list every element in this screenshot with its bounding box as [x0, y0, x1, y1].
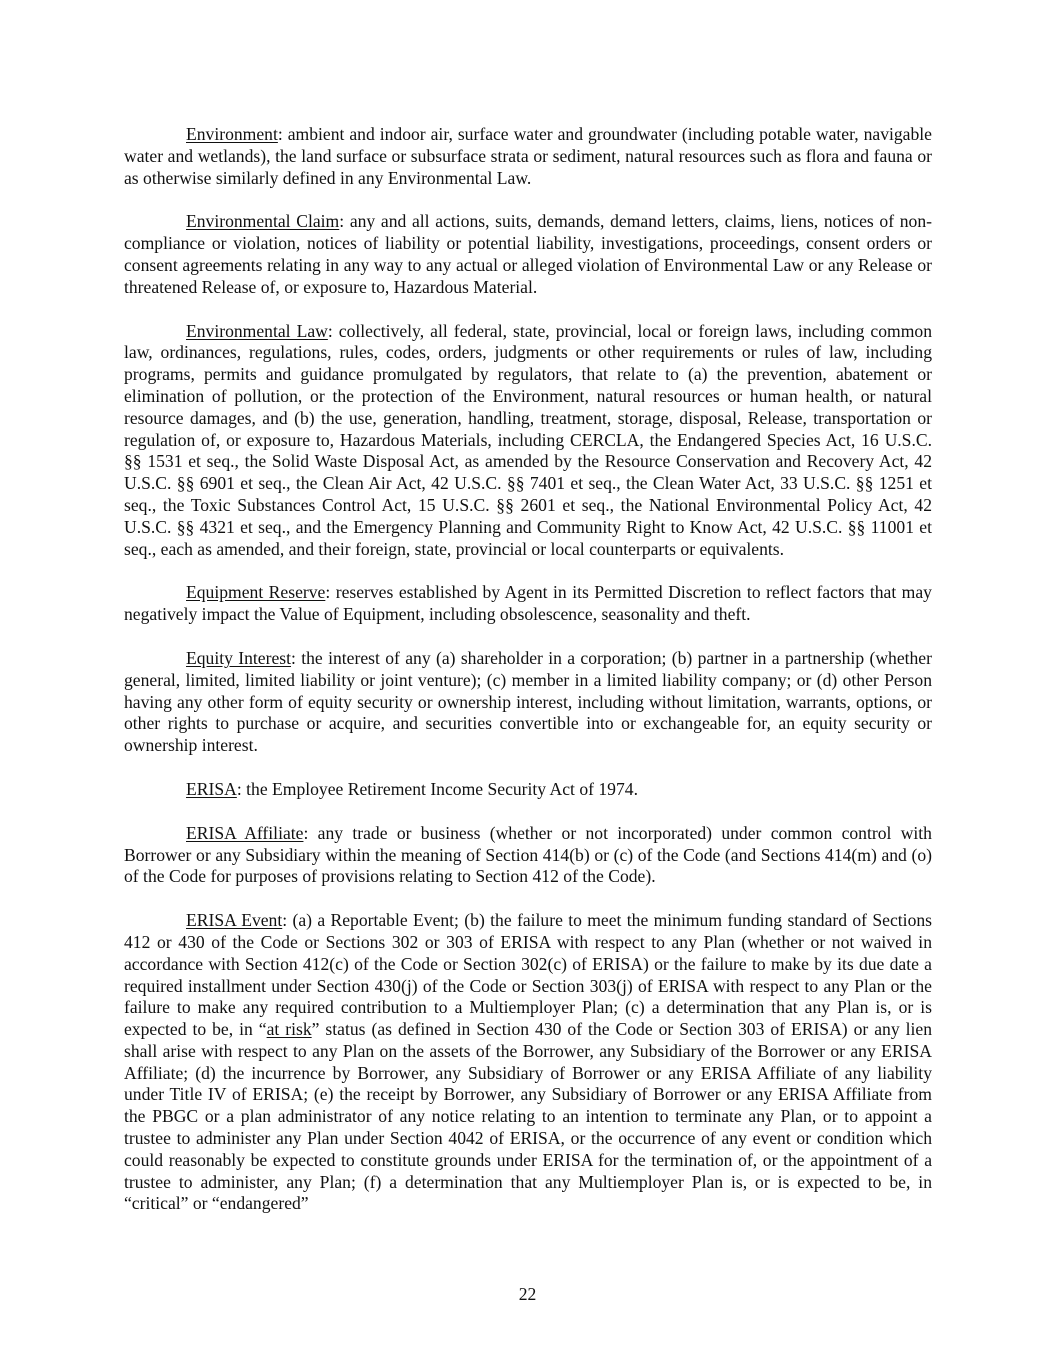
defined-term: Environmental Claim [186, 211, 340, 232]
definition-environmental-law [124, 321, 932, 561]
definition-environment [124, 124, 932, 189]
definition-text-continued: ” status (as defined in Section 430 of the Code or Section 303 of ERISA) or any lien shall arise with respect to any Plan on the assets of the Borrower, any Subsidiary of the Borrower or any ERISA Affiliate; (d) the incurrence by Borrower, any Subsidiary of Borrower or any ERISA Affiliate of any liability under Title IV of ERISA; (e) the receipt by Borrower, any Subsidiary of Borrower or any ERISA Affiliate from the PBGC or a plan administrator of any notice relating to an intention to terminate any Plan, or to appoint a trustee to administer any Plan under Section 4042 of ERISA, or the occurrence of any event or condition which could reasonably be expected to constitute grounds under ERISA for the termination of, or the appointment of a trustee to administer, any Plan; (f) a determination that any Multiemployer Plan is, or is expected to be, in “critical” or “endangered” [124, 1019, 932, 1214]
definition-text: : ambient and indoor air, surface water and groundwater (including potable water, navigable water and wetlands), the land surface or subsurface strata or sediment, natural resources such as flora and fauna or as otherwise similarly defined in any Environmental Law. [124, 124, 932, 188]
defined-term: Equipment Reserve [186, 582, 326, 603]
definition-erisa [124, 779, 932, 801]
definition-text: : any and all actions, suits, demands, demand letters, claims, liens, notices of non-compliance or violation, notices of liability or potential liability, investigations, proceedings, consent orders or consent agreements relating in any way to any actual or alleged violation of Environmental Law or any Release or threatened Release of, or exposure to, Hazardous Material. [124, 211, 932, 297]
definition-equity-interest [124, 648, 932, 757]
definition-erisa-affiliate [124, 823, 932, 888]
defined-term: Environmental Law [186, 320, 328, 341]
definition-text: : any trade or business (whether or not incorporated) under common control with Borrower or any Subsidiary within the meaning of Section 414(b) or (c) of the Code (and Sections 414(m) and (o) of the Code for purposes of provisions relating to Section 412 of the Code). [124, 822, 932, 887]
defined-term: ERISA Event [186, 910, 283, 931]
defined-term: ERISA Affiliate [186, 822, 304, 843]
defined-term: Environment [186, 124, 278, 144]
definition-erisa-event [124, 910, 932, 1215]
definition-text: : the Employee Retirement Income Security Act of 1974. [236, 778, 638, 799]
definition-equipment-reserve [124, 582, 932, 626]
inline-underlined-phrase: at risk [266, 1019, 312, 1040]
definition-text: : collectively, all federal, state, provincial, local or foreign laws, including common law, ordinances, regulations, rules, codes, orders, judgments or other requirements or rules of law, including programs, permits and guidance promulgated by regulators, that relate to (a) the prevention, abatement or elimination of pollution, or the protection of the Environment, natural resources or human health, or natural resource damages, and (b) the use, generation, handling, treatment, storage, disposal, Release, transportation or regulation of, or exposure to, Hazardous Materials, including CERCLA, the Endangered Species Act, 16 U.S.C. §§ 1531 et seq., the Solid Waste Disposal Act, as amended by the Resource Conservation and Recovery Act, 42 U.S.C. §§ 6901 et seq., the Clean Air Act, 42 U.S.C. §§ 7401 et seq., the Clean Water Act, 33 U.S.C. §§ 1251 et seq., the Toxic Substances Control Act, 15 U.S.C. §§ 2601 et seq., the National Environmental Policy Act, 42 U.S.C. §§ 4321 et seq., and the Emergency Planning and Community Right to Know Act, 42 U.S.C. §§ 11001 et seq., each as amended, and their foreign, state, provincial or local counterparts or equivalents. [124, 320, 932, 559]
definition-text: : reserves established by Agent in its Permitted Discretion to reflect factors that may negatively impact the Value of Equipment, including obsolescence, seasonality and theft. [124, 582, 932, 625]
defined-term: Equity Interest [186, 647, 292, 668]
definition-text: : (a) a Reportable Event; (b) the failure to meet the minimum funding standard of Sections 412 or 430 of the Code or Sections 302 or 303 of ERISA with respect to any Plan (whether or not waived in accordance with Section 412(c) of the Code or Section 302(c) of ERISA) or the failure to make by its due date a required installment under Section 430(j) of the Code or Section 303(j) of ERISA with respect to any Plan or the failure to make any required contribution to a Multiemployer Plan; (c) a determination that any Plan is, or is expected to be, in “ [124, 910, 933, 1040]
definition-text: : the interest of any (a) shareholder in a corporation; (b) partner in a partnership (whether general, limited, limited liability or joint venture); (c) member in a limited liability company; or (d) other Person having any other form of equity security or ownership interest, including without limitation, warrants, options, or other rights to purchase or acquire, and securities convertible into or exchangeable for, an equity security or ownership interest. [124, 647, 932, 756]
page-number: 22 [518, 1284, 537, 1304]
definition-environmental-claim [124, 211, 932, 298]
defined-term: ERISA [186, 778, 237, 799]
document-page [124, 124, 932, 1237]
